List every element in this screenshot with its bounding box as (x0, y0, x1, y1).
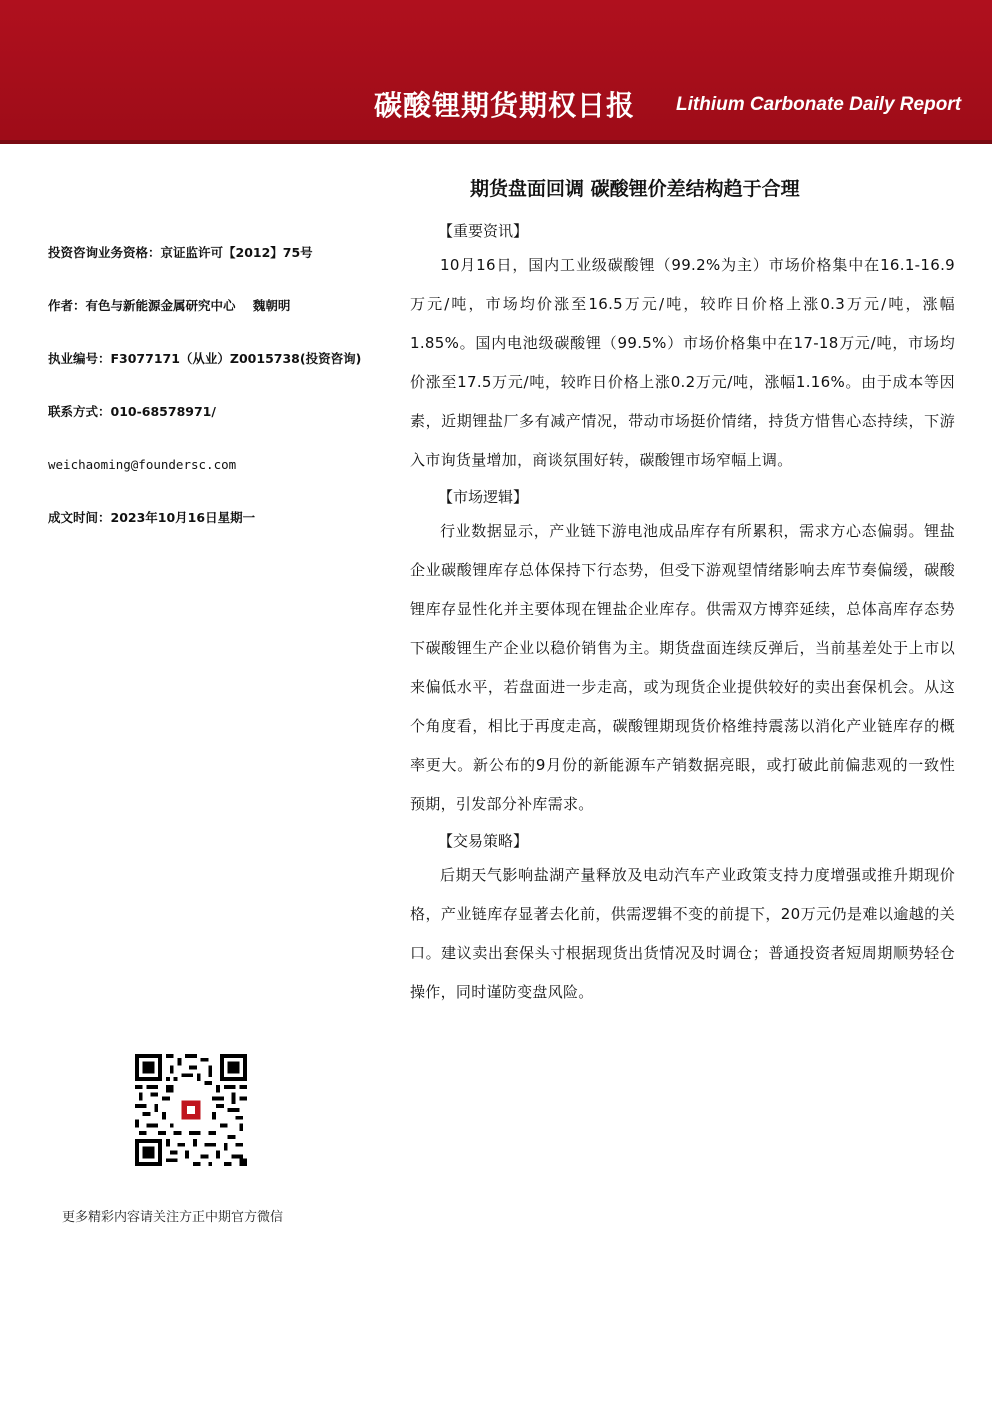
header-title-cn: 碳酸锂期货期权日报 (374, 89, 636, 122)
email-line: weichaoming@foundersc.com (48, 457, 237, 472)
author-info-sidebar (48, 244, 388, 562)
section-heading-strategy: 【交易策略】 (438, 832, 529, 850)
report-body (410, 218, 955, 1016)
qualification-line: 投资咨询业务资格：京证监许可【2012】75号 (48, 245, 313, 260)
section-heading-news: 【重要资讯】 (438, 222, 529, 240)
contact-line: 联系方式：010-68578971/ (48, 404, 216, 419)
section-paragraph-strategy: 后期天气影响盐湖产量释放及电动汽车产业政策支持力度增强或推升期现价格，产业链库存显著去化前，供需逻辑不变的前提下，20万元仍是难以逾越的关口。建议卖出套保头寸根据现货出货情况及时调仓；普通投资者短周期顺势轻仓操作，同时谨防变盘风险。 (410, 866, 955, 1001)
section-heading-logic: 【市场逻辑】 (438, 488, 529, 506)
author-line: 作者：有色与新能源金属研究中心 魏朝明 (48, 298, 291, 313)
qr-caption: 更多精彩内容请关注方正中期官方微信 (62, 1210, 284, 1225)
wechat-qr-code-icon (135, 1054, 247, 1166)
section-paragraph-logic: 行业数据显示，产业链下游电池成品库存有所累积，需求方心态偏弱。锂盐企业碳酸锂库存总体保持下行态势，但受下游观望情绪影响去库节奏偏缓，碳酸锂库存显性化并主要体现在锂盐企业库存。供需双方博弈延续，总体高库存态势下碳酸锂生产企业以稳价销售为主。期货盘面连续反弹后，当前基差处于上市以来偏低水平，若盘面进一步走高，或为现货企业提供较好的卖出套保机会。从这个角度看，相比于再度走高，碳酸锂期现货价格维持震荡以消化产业链库存的概率更大。新公布的9月份的新能源车产销数据亮眼，或打破此前偏悲观的一致性预期，引发部分补库需求。 (410, 522, 955, 813)
report-header (0, 0, 992, 144)
report-title: 期货盘面回调 碳酸锂价差结构趋于合理 (470, 178, 800, 200)
date-line: 成文时间：2023年10月16日星期一 (48, 510, 256, 525)
license-line: 执业编号：F3077171（从业）Z0015738(投资咨询) (48, 351, 362, 366)
section-paragraph-news: 10月16日，国内工业级碳酸锂（99.2%为主）市场价格集中在16.1-16.9万元/吨，市场均价涨至16.5万元/吨，较昨日价格上涨0.3万元/吨，涨幅1.85%。国内电池级碳酸锂（99.5%）市场价格集中在17-18万元/吨，市场均价涨至17.5万元/吨，较昨日价格上涨0.2万元/吨，涨幅1.16%。由于成本等因素，近期锂盐厂多有减产情况，带动市场挺价情绪，持货方惜售心态持续，下游入市询货量增加，商谈氛围好转，碳酸锂市场窄幅上调。 (410, 256, 955, 469)
header-title-en: Lithium Carbonate Daily Report (676, 94, 962, 115)
